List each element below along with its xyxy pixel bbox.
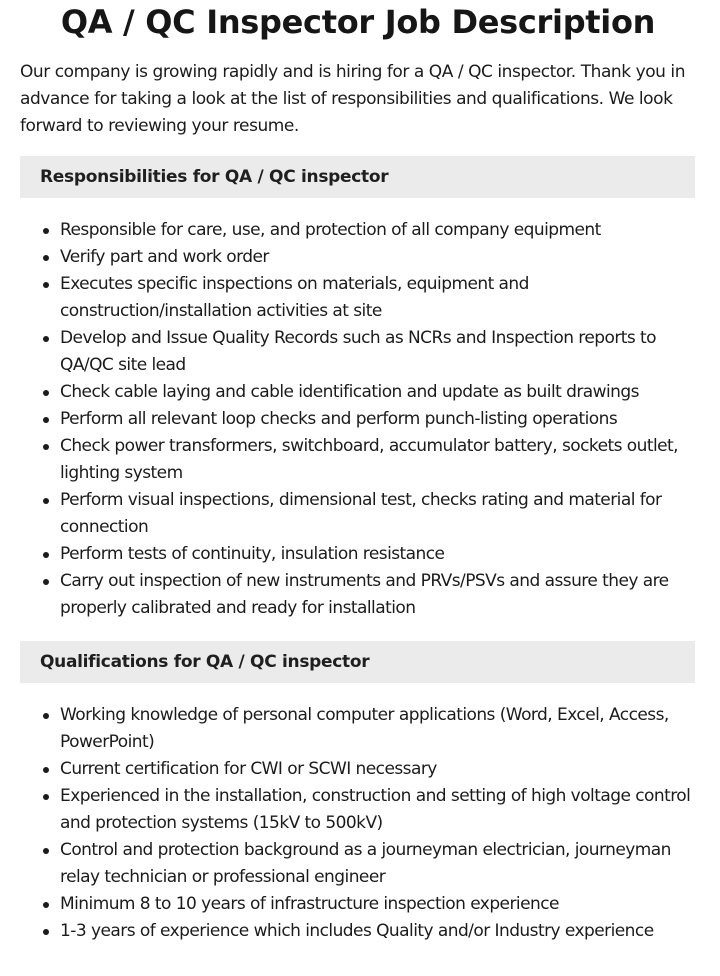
bullet-icon (43, 767, 49, 773)
bullet-icon (43, 579, 49, 585)
bullet-icon (43, 282, 49, 288)
bullet-icon (43, 255, 49, 261)
bullet-icon (43, 713, 49, 719)
list-item (60, 244, 700, 271)
list-item (60, 756, 700, 783)
list-item (60, 702, 700, 756)
list-item-text: Check cable laying and cable identification and update as built drawings (60, 382, 639, 402)
list-item-text: Perform tests of continuity, insulation resistance (60, 544, 445, 564)
list-item (60, 325, 700, 379)
bullet-icon (43, 417, 49, 423)
list-item-text: Minimum 8 to 10 years of infrastructure inspection experience (60, 894, 559, 914)
intro-paragraph: Our company is growing rapidly and is hiring for a QA / QC inspector. Thank you in advance for taking a look at the list of responsibilities and qualifications. We look forward to reviewing your resume. (20, 62, 686, 136)
list-item (60, 487, 700, 541)
bullet-icon (43, 228, 49, 234)
list-item (60, 783, 700, 837)
list-item-text: Working knowledge of personal computer applications (Word, Excel, Access, PowerPoint) (60, 705, 669, 752)
page-title: QA / QC Inspector Job Description (60, 3, 656, 41)
bullet-icon (43, 336, 49, 342)
bullet-icon (43, 929, 49, 935)
list-item-text: Develop and Issue Quality Records such as NCRs and Inspection reports to QA/QC site lead (60, 328, 657, 375)
list-item (60, 541, 700, 568)
bullet-icon (43, 498, 49, 504)
list-item-text: 1-3 years of experience which includes Quality and/or Industry experience (60, 921, 654, 941)
bullet-icon (43, 444, 49, 450)
list-item-text: Verify part and work order (60, 247, 269, 267)
list-item-text: Perform visual inspections, dimensional test, checks rating and material for connection (60, 490, 662, 537)
list-item (60, 217, 700, 244)
qualifications-heading: Qualifications for QA / QC inspector (20, 641, 695, 683)
list-item (60, 433, 700, 487)
list-item (60, 406, 700, 433)
qualifications-list (20, 702, 700, 945)
list-item (60, 891, 700, 918)
list-item (60, 271, 700, 325)
list-item (60, 837, 700, 891)
bullet-icon (43, 902, 49, 908)
list-item (60, 568, 700, 622)
list-item-text: Experienced in the installation, construction and setting of high voltage control and protection systems (15kV to 500kV) (60, 786, 691, 833)
list-item-text: Control and protection background as a journeyman electrician, journeyman relay technician or professional engineer (60, 840, 671, 887)
bullet-icon (43, 390, 49, 396)
bullet-icon (43, 794, 49, 800)
list-item (60, 379, 700, 406)
list-item (60, 918, 700, 945)
bullet-icon (43, 848, 49, 854)
responsibilities-heading: Responsibilities for QA / QC inspector (20, 156, 695, 198)
list-item-text: Current certification for CWI or SCWI necessary (60, 759, 437, 779)
list-item-text: Perform all relevant loop checks and perform punch-listing operations (60, 409, 618, 429)
bullet-icon (43, 552, 49, 558)
list-item-text: Executes specific inspections on materials, equipment and construction/installation activities at site (60, 274, 529, 321)
list-item-text: Carry out inspection of new instruments and PRVs/PSVs and assure they are properly calibrated and ready for installation (60, 571, 669, 618)
responsibilities-list (20, 217, 700, 622)
list-item-text: Responsible for care, use, and protection of all company equipment (60, 220, 601, 240)
list-item-text: Check power transformers, switchboard, accumulator battery, sockets outlet, lighting system (60, 436, 679, 483)
